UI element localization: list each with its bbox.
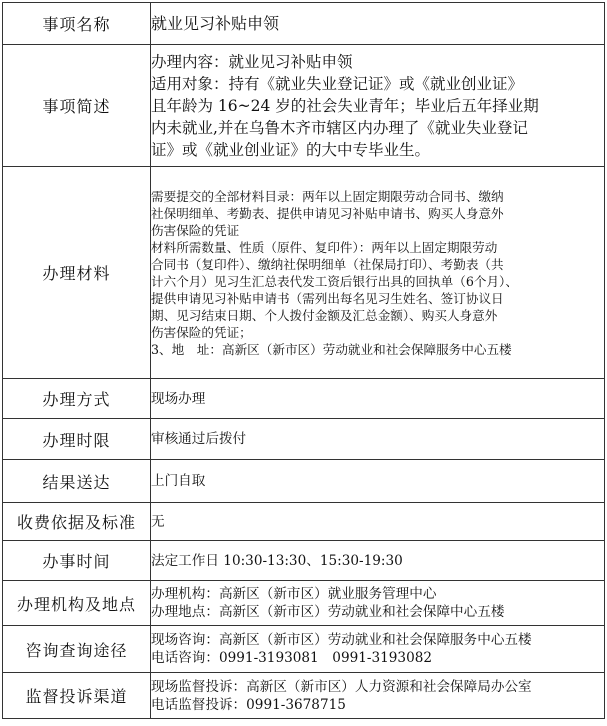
table-row [3,3,605,45]
row-label: 咨询查询途径 [3,626,151,673]
value-line: 现场监督投诉：高新区（新市区）人力资源和社会保障局办公室 [151,678,532,695]
table-row [3,419,605,460]
table-row [3,626,605,673]
value-line: 现场办理 [151,390,206,407]
row-value [151,626,605,673]
table-row [3,167,605,379]
value-line: 计六个月）见习生汇总表代发工资后银行出具的回执单（6个月）、 [151,273,518,289]
table-row [3,541,605,581]
row-label: 收费依据及标准 [3,503,151,541]
value-line: 办理机构：高新区（新市区）就业服务管理中心 [151,586,437,602]
row-label: 监督投诉渠道 [3,673,151,719]
value-line: 电话咨询：0991-3193081 0991-3193082 [151,650,433,666]
row-value [151,460,605,503]
row-label: 办理机构及地点 [3,581,151,626]
value-line: 就业见习补贴申领 [151,13,280,33]
row-label: 结果送达 [3,460,151,503]
table-row [3,581,605,626]
row-value [151,581,605,626]
row-label: 事项简述 [3,45,151,167]
value-line: 电话监督投诉：0991-3678715 [151,696,346,713]
value-line: 适用对象：持有《就业失业登记证》或《就业创业证》 [151,74,524,93]
value-line: 现场咨询：高新区（新市区）劳动就业和社会保障服务中心五楼 [151,632,532,648]
value-line: 伤害保险的凭证 [151,222,240,238]
row-label: 事项名称 [3,3,151,45]
value-line: 3、地 址：高新区（新市区）劳动就业和社会保障服务中心五楼 [151,341,512,357]
row-label: 办理时限 [3,419,151,460]
value-line: 审核通过后拨付 [151,431,247,447]
row-value [151,45,605,167]
row-value [151,379,605,419]
table-row [3,45,605,167]
value-line: 无 [151,513,165,530]
row-value [151,673,605,719]
row-value [151,419,605,460]
row-value [151,167,605,379]
value-line: 上门自取 [151,473,206,489]
value-line: 证》或《就业创业证》的大中专毕业生。 [151,140,431,159]
value-line: 办理地点：高新区（新市区）劳动就业和社会保障中心五楼 [151,604,505,620]
value-line: 需要提交的全部材料目录：两年以上固定期限劳动合同书、缴纳 [151,188,504,204]
row-value [151,541,605,581]
value-line: 法定工作日 10:30-13:30、15:30-19:30 [151,552,403,569]
value-line: 且年龄为 16~24 岁的社会失业青年；毕业后五年择业期 [151,96,539,115]
value-line: 期、见习结束日期、个人拨付金额及汇总金额）、购买人身意外 [151,307,498,323]
table-row [3,503,605,541]
value-line: 内未就业,并在乌鲁木齐市辖区内办理了《就业失业登记 [151,118,528,137]
table-row [3,673,605,719]
value-line: 材料所需数量、性质（原件、复印件）：两年以上固定期限劳动 [151,239,498,255]
value-line: 伤害保险的凭证； [151,324,252,340]
row-value [151,3,605,45]
row-label: 办事时间 [3,541,151,581]
row-value [151,503,605,541]
service-info-table [2,2,605,719]
value-line: 合同书（复印件）、缴纳社保明细单（社保局打印）、考勤表（共 [151,256,504,272]
row-label: 办理材料 [3,167,151,379]
table-row [3,379,605,419]
table-row [3,460,605,503]
value-line: 提供申请见习补贴申请书（需列出每名见习生姓名、签订协议日 [151,290,504,306]
value-line: 社保明细单、考勤表、提供申请见习补贴申请书、购买人身意外 [151,205,504,221]
value-line: 办理内容：就业见习补贴申领 [151,52,353,71]
row-label: 办理方式 [3,379,151,419]
